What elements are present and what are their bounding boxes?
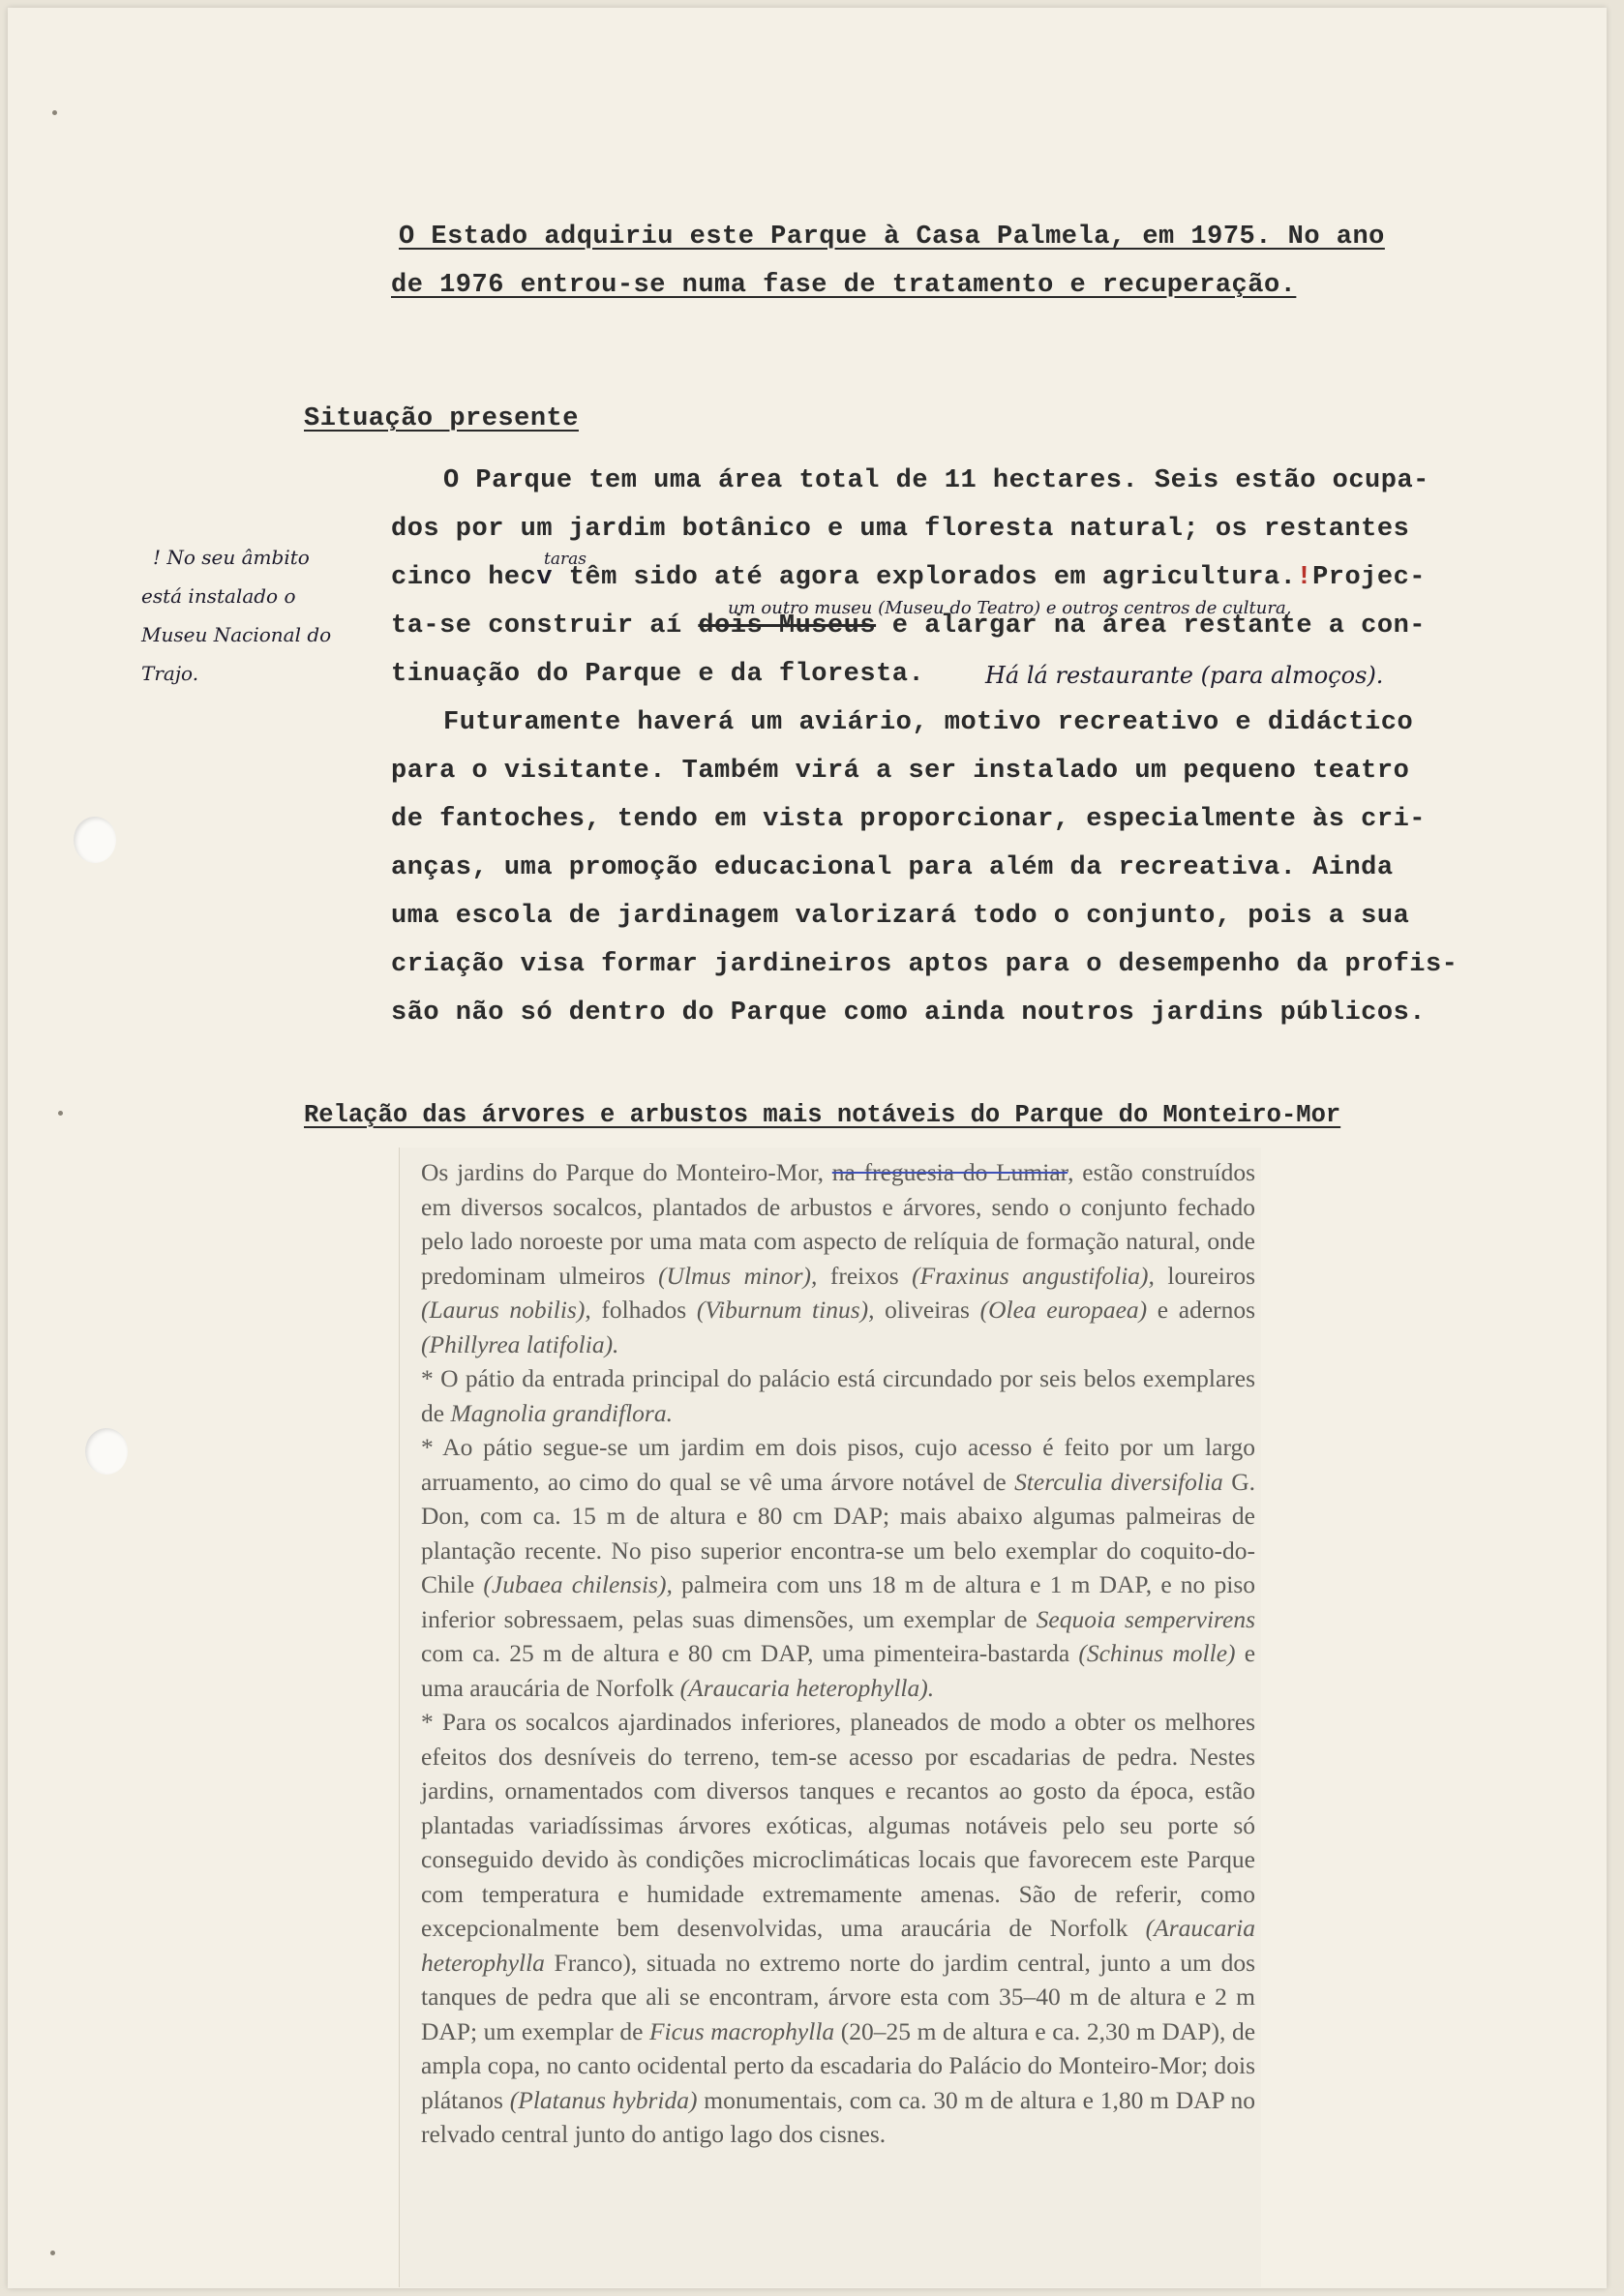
punch-hole-top	[74, 817, 116, 863]
handwritten-insert-taras: taras	[544, 550, 586, 569]
futuramente-line-6: criação visa formar jardineiros aptos para o desempenho da profis-	[391, 950, 1459, 979]
margin-note-line-2: está instalado o	[141, 584, 296, 608]
clipping-paragraph-4: * Para os socalcos ajardinados inferiores, planeados de modo a obter os melhores efeitos dos desníveis do terreno, tem-se acesso por escadarias de pedra. Nestes jardins, ornamentados com diversos tanques e recantos ao gosto da época, estão plantadas variadíssimas árvores exóticas, algumas notáveis pelo seu porte só conseguido devido às condições microclimáticas locais que favorecem este Parque com temperatura e humidade extremamente amenas. São de referir, como excepcionalmente bem desenvolvidas, uma araucária de Norfolk (Araucaria heterophylla Franco), situada no extremo norte do jardim central, junto a um dos tanques de pedra que ali se encontram, árvore esta com 35–40 m de altura e 2 m DAP; um exemplar de Ficus macrophylla (20–25 m de altura e ca. 2,30 m DAP), de ampla copa, no canto ocidental perto da escadaria do Palácio do Monteiro-Mor; dois plátanos (Platanus hybrida) monumentais, com ca. 30 m de altura e 1,80 m DAP no relvado central junto do antigo lago dos cisnes.	[421, 1708, 1256, 2148]
struck-lumiar: na freguesia do Lumiar	[831, 1158, 1068, 1186]
speck	[52, 110, 57, 115]
clipping-paragraph-1: Os jardins do Parque do Monteiro-Mor, na freguesia do Lumiar, estão construídos em diversos socalcos, plantados de arbustos e árvores, sendo o conjunto fechado pelo lado noroeste por uma mata com aspecto de relíquia de formação natural, onde predominam ulmeiros (Ulmus minor), freixos (Fraxinus angustifolia), loureiros (Laurus nobilis), folhados (Viburnum tinus), oliveiras (Olea europaea) e adernos (Phillyrea latifolia).	[421, 1158, 1256, 1358]
margin-note-line-3: Museu Nacional do	[141, 623, 332, 646]
punch-hole-bottom	[85, 1428, 128, 1475]
clipping-paragraph-3: * Ao pátio segue-se um jardim em dois pisos, cujo acesso é feito por um largo arruamento, ao cimo do qual se vê uma árvore notável de Sterculia diversifolia G. Don, com ca. 15 m de altura e 80 cm DAP; mais abaixo algumas palmeiras de plantação recente. No piso superior encontra-se um belo exemplar do coquito-do-Chile (Jubaea chilensis), palmeira com uns 18 m de altura e 1 m DAP, e no piso inferior sobressaem, pelas suas dimensões, um exemplar de Sequoia sempervirens com ca. 25 m de altura e 80 cm DAP, uma pimenteira-bastarda (Schinus molle) e uma araucária de Norfolk (Araucaria heterophylla).	[421, 1433, 1256, 1702]
situacao-line-2: dos por um jardim botânico e uma floresta natural; os restantes	[391, 515, 1410, 544]
futuramente-line-1: Futuramente haverá um aviário, motivo recreativo e didáctico	[443, 708, 1414, 737]
handwritten-restaurante: Há lá restaurante (para almoços).	[985, 662, 1384, 689]
clipping-paragraph-2: * O pátio da entrada principal do palácio está circundado por seis belos exemplares de Magnolia grandiflora.	[421, 1364, 1255, 1427]
futuramente-line-2: para o visitante. Também virá a ser instalado um pequeno teatro	[391, 757, 1410, 786]
futuramente-line-7: são não só dentro do Parque como ainda noutros jardins públicos.	[391, 999, 1426, 1028]
document-page	[8, 8, 1607, 2288]
section-heading-situacao: Situação presente	[304, 404, 579, 433]
margin-note-line-1: ! No seu âmbito	[153, 546, 310, 569]
futuramente-line-5: uma escola de jardinagem valorizará todo o conjunto, pois a sua	[391, 902, 1410, 931]
section-heading-relacao: Relação das árvores e arbustos mais notáveis do Parque do Monteiro-Mor	[304, 1101, 1341, 1129]
line4-part-a: ta-se construir aí	[391, 611, 682, 641]
situacao-line-5: tinuação do Parque e da floresta.	[391, 660, 925, 689]
intro-line-2: de 1976 entrou-se numa fase de tratamento e recuperação.	[391, 271, 1297, 300]
pasted-clipping	[399, 1148, 1261, 2287]
line3-part-b: têm sido até agora explorados em agricultura.	[568, 563, 1297, 592]
margin-note-line-4: Trajo.	[141, 662, 199, 685]
caret-mark: v	[536, 563, 554, 592]
speck	[50, 2251, 55, 2255]
futuramente-line-3: de fantoches, tendo em vista proporcionar, especialmente às cri-	[391, 805, 1426, 834]
speck	[58, 1111, 63, 1116]
futuramente-line-4: anças, uma promoção educacional para além da recreativa. Ainda	[391, 853, 1394, 882]
intro-line-1: O Estado adquiriu este Parque à Casa Palmela, em 1975. No ano	[399, 223, 1385, 252]
line3-part-c: Projec-	[1312, 563, 1426, 592]
situacao-line-1: O Parque tem uma área total de 11 hectares. Seis estão ocupa-	[443, 466, 1429, 495]
struck-text: dois Museus	[698, 611, 877, 641]
line4-part-b: e alargar na área restante a con-	[891, 611, 1426, 641]
insert-mark: !	[1296, 563, 1313, 592]
situacao-line-4	[391, 611, 1426, 641]
line3-part-a: cinco hec	[391, 563, 537, 592]
handwritten-insert-museum: um outro museu (Museu do Teatro) e outros centros de cultura,	[728, 598, 1292, 618]
